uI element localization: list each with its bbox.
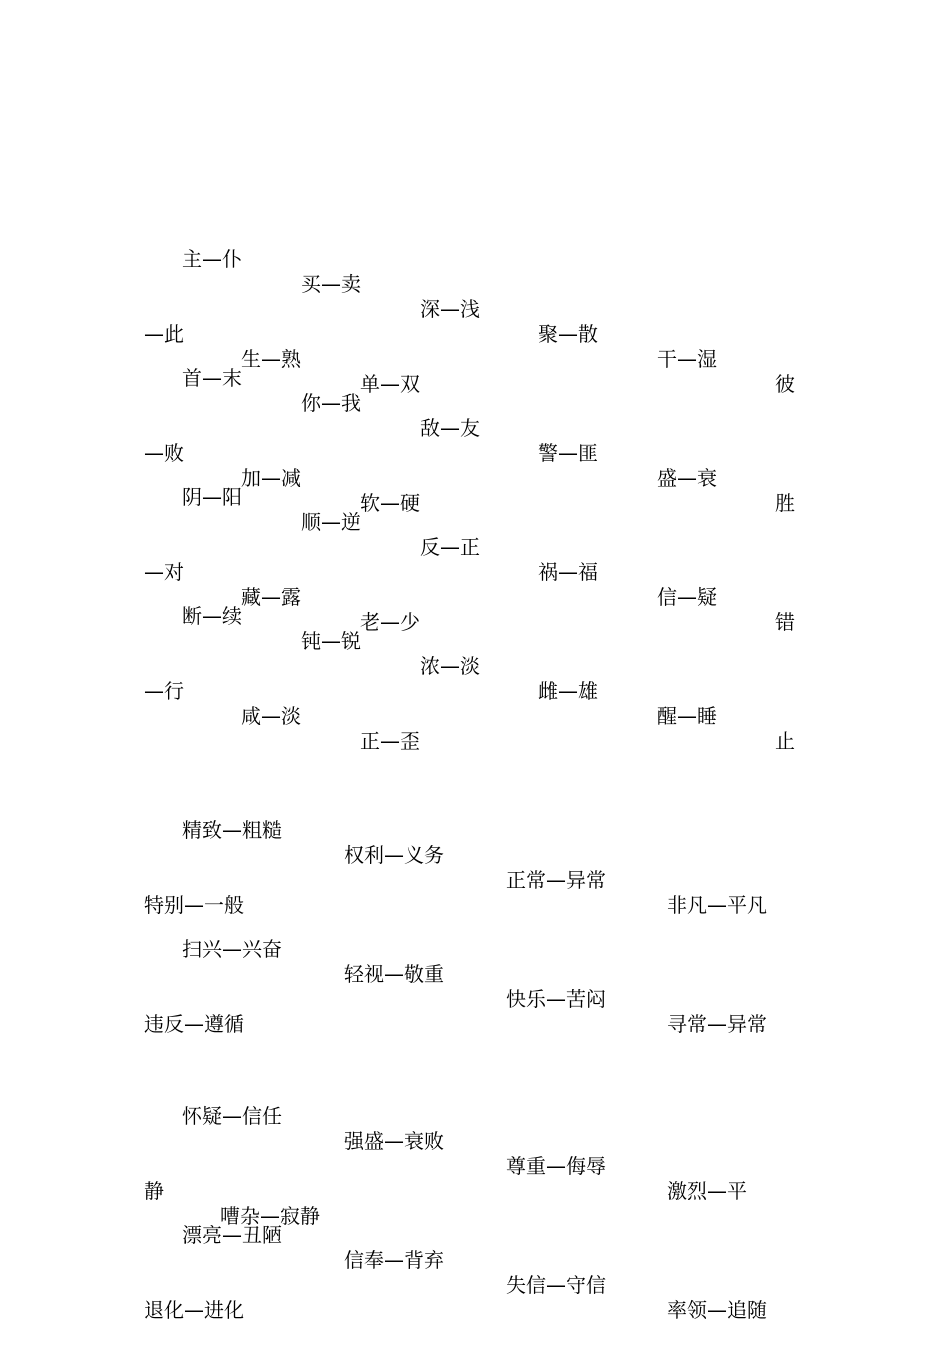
word-pair: 静 xyxy=(144,1179,164,1203)
word-pair: 反—正 xyxy=(420,535,480,559)
word-pair: 深—浅 xyxy=(420,297,480,321)
word-pair: —此 xyxy=(144,322,184,346)
word-pair: 你—我 xyxy=(301,391,361,415)
word-pair: 正常—异常 xyxy=(506,868,606,892)
word-pair: 强盛—衰败 xyxy=(344,1129,444,1153)
word-pair: 买—卖 xyxy=(301,272,361,296)
word-pair: 信奉—背弃 xyxy=(344,1248,444,1272)
word-pair: 敌—友 xyxy=(420,416,480,440)
word-pair: 主—仆 xyxy=(182,247,242,271)
word-pair: 权利—义务 xyxy=(344,843,444,867)
word-pair: 顺—逆 xyxy=(301,510,361,534)
word-pair: 盛—衰 xyxy=(657,466,717,490)
word-pair: 怀疑—信任 xyxy=(182,1104,282,1128)
word-pair: 非凡—平凡 xyxy=(667,893,767,917)
word-pair: 聚—散 xyxy=(538,322,598,346)
word-pair: —行 xyxy=(144,679,184,703)
word-pair: 雌—雄 xyxy=(538,679,598,703)
word-pair: 寻常—异常 xyxy=(667,1012,767,1036)
word-pair: 加—减 xyxy=(241,466,301,490)
word-pair: 违反—遵循 xyxy=(144,1012,244,1036)
word-pair: 退化—进化 xyxy=(144,1298,244,1322)
word-pair: 快乐—苦闷 xyxy=(506,987,606,1011)
word-pair: 胜 xyxy=(775,491,795,515)
antonym-paragraph-8 xyxy=(144,1148,804,1348)
word-pair: 激烈—平 xyxy=(667,1179,747,1203)
word-pair: 警—匪 xyxy=(538,441,598,465)
word-pair: 单—双 xyxy=(360,372,420,396)
word-pair: 首—末 xyxy=(182,366,242,390)
word-pair: 彼 xyxy=(775,372,795,396)
word-pair: 醒—睡 xyxy=(657,704,717,728)
word-pair: 咸—淡 xyxy=(241,704,301,728)
word-pair: 生—熟 xyxy=(241,347,301,371)
word-pair: 正—歪 xyxy=(360,729,420,753)
word-pair: 特别—一般 xyxy=(144,893,244,917)
word-pair: 率领—追随 xyxy=(667,1298,767,1322)
paragraph-line xyxy=(144,1079,804,1203)
word-pair: 老—少 xyxy=(360,610,420,634)
word-pair: 错 xyxy=(775,610,795,634)
word-pair: 嘈杂—寂静 xyxy=(220,1204,320,1228)
antonym-paragraph-4 xyxy=(144,529,804,753)
word-pair: 尊重—侮辱 xyxy=(506,1154,606,1178)
word-pair: 钝—锐 xyxy=(301,629,361,653)
word-pair: 失信—守信 xyxy=(506,1273,606,1297)
word-pair: 阴—阳 xyxy=(182,485,242,509)
word-pair: 干—湿 xyxy=(657,347,717,371)
word-pair: 藏—露 xyxy=(241,585,301,609)
word-pair: 祸—福 xyxy=(538,560,598,584)
word-pair: 漂亮—丑陋 xyxy=(182,1223,282,1247)
word-pair: 断—续 xyxy=(182,604,242,628)
word-pair: —败 xyxy=(144,441,184,465)
word-pair: 扫兴—兴奋 xyxy=(182,937,282,961)
word-pair: 止 xyxy=(775,729,795,753)
word-pair: 轻视—敬重 xyxy=(344,962,444,986)
word-pair: 软—硬 xyxy=(360,491,420,515)
word-pair: 信—疑 xyxy=(657,585,717,609)
word-pair: 精致—粗糙 xyxy=(182,818,282,842)
word-pair: 浓—淡 xyxy=(420,654,480,678)
word-pair: —对 xyxy=(144,560,184,584)
